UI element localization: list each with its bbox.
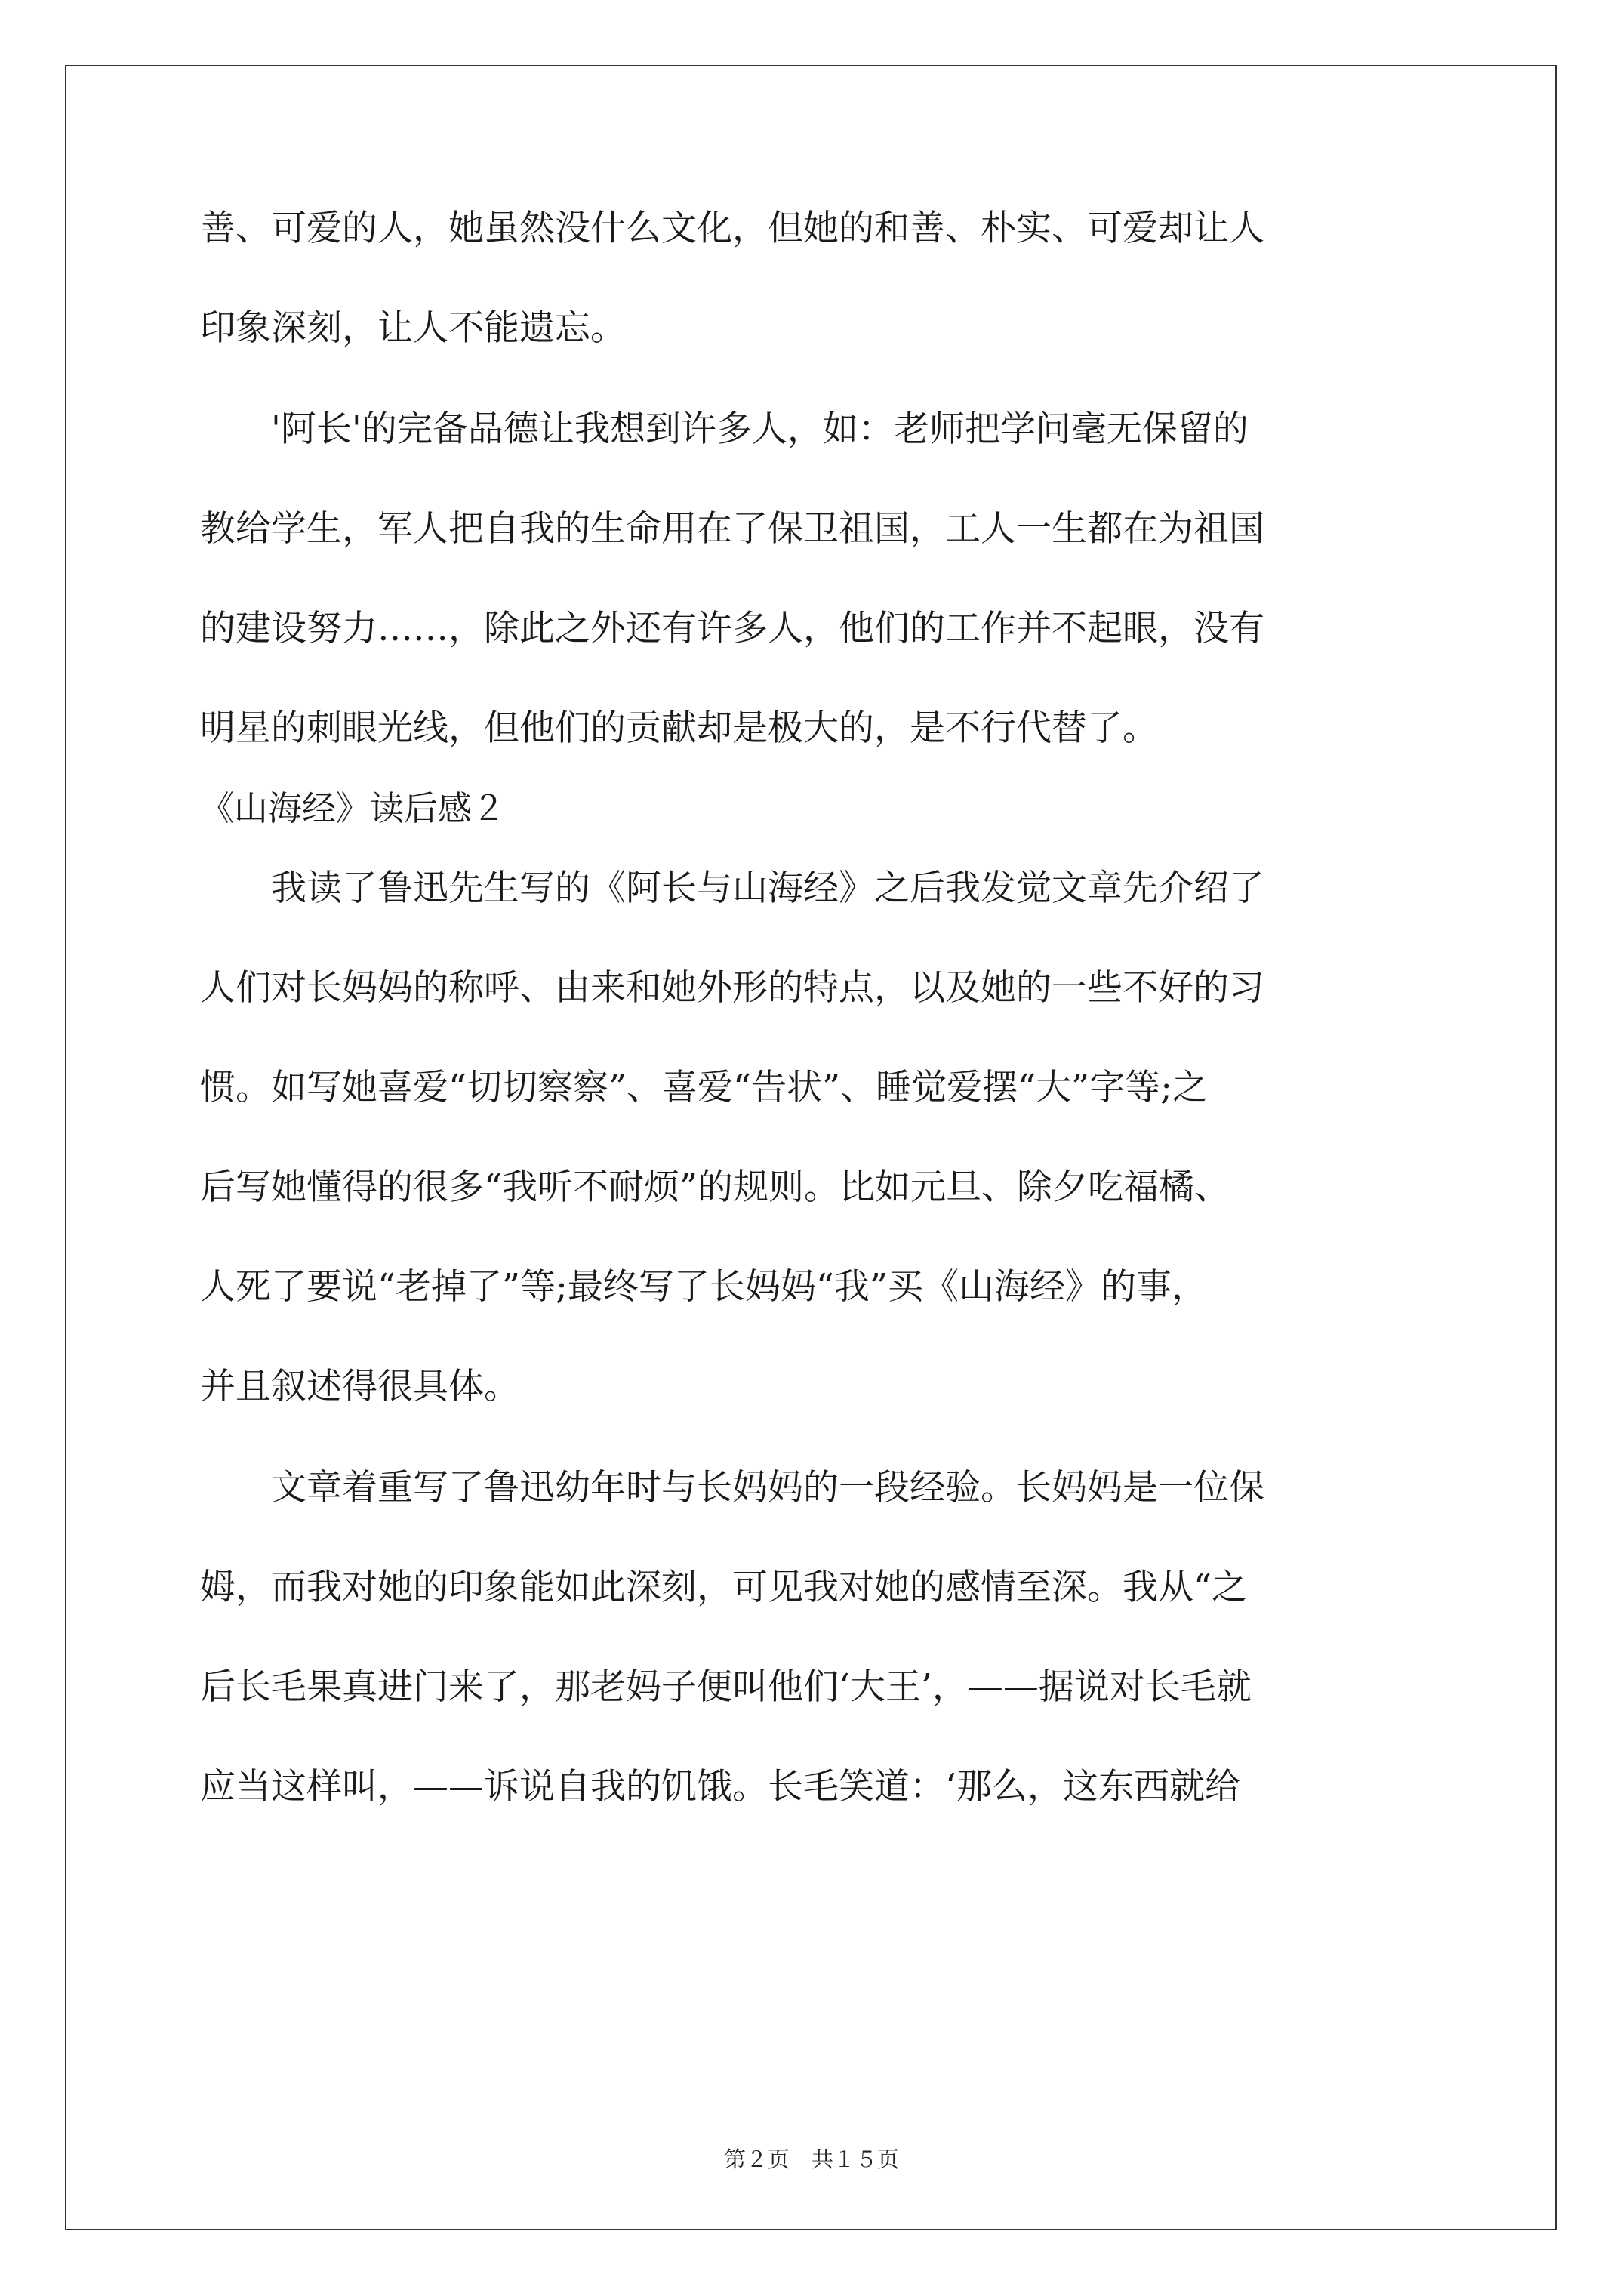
text-line: 后写她懂得的很多“我听不耐烦”的规则。比如元旦、除夕吃福橘、 — [200, 1166, 1230, 1208]
text-line: 后长毛果真进门来了，那老妈子便叫他们‘大王’，——据说对长毛就 — [200, 1666, 1252, 1708]
text-line: 人们对长妈妈的称呼、由来和她外形的特点，以及她的一些不好的习 — [200, 967, 1264, 1009]
text-line: 人死了要说“老掉了”等;最终写了长妈妈“我”买《山海经》的事， — [200, 1266, 1207, 1308]
document-body — [200, 204, 1431, 1812]
text-line: 并且叙述得很具体。 — [200, 1366, 519, 1407]
page-footer: 第２页 共１５页 — [723, 2147, 899, 2172]
text-line: 文章着重写了鲁迅幼年时与长妈妈的一段经验。长妈妈是一位保 — [200, 1467, 1264, 1509]
text-line: 应当这样叫，——诉说自我的饥饿。长毛笑道：‘那么，这东西就给 — [200, 1766, 1240, 1808]
text-line: 姆，而我对她的印象能如此深刻，可见我对她的感情至深。我从“之 — [200, 1567, 1248, 1608]
text-line: 的建设努力……，除此之外还有许多人，他们的工作并不起眼，没有 — [200, 608, 1264, 649]
text-line: '阿长'的完备品德让我想到许多人，如：老师把学问毫无保留的 — [200, 408, 1249, 450]
text-line: 教给学生，军人把自我的生命用在了保卫祖国，工人一生都在为祖国 — [200, 508, 1264, 550]
text-line: 明星的刺眼光线，但他们的贡献却是极大的，是不行代替了。 — [200, 707, 1158, 749]
text-line: 善、可爱的人，她虽然没什么文化，但她的和善、朴实、可爱却让人 — [200, 208, 1264, 249]
text-line: 惯。如写她喜爱“切切察察”、喜爱“告状”、睡觉爱摆“大”字等;之 — [200, 1067, 1209, 1108]
section-heading: 《山海经》读后感２ — [200, 788, 507, 828]
text-line: 我读了鲁迅先生写的《阿长与山海经》之后我发觉文章先介绍了 — [200, 868, 1264, 909]
text-line: 印象深刻，让人不能遗忘。 — [200, 307, 626, 349]
